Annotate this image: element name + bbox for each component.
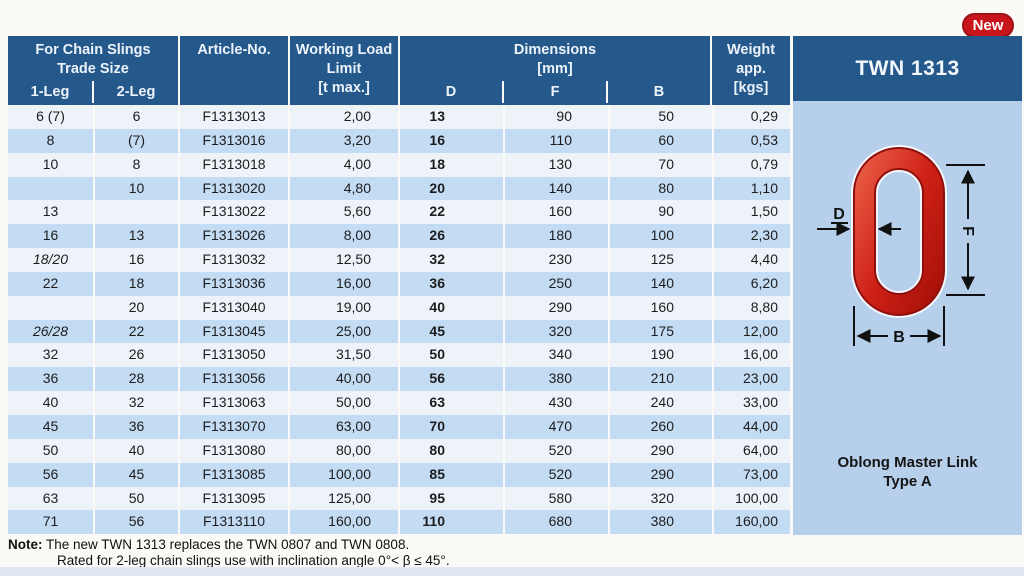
cell-leg2: 56	[95, 510, 178, 534]
cell-wll: 25,00	[290, 320, 398, 344]
cell-b: 60	[610, 129, 712, 153]
cell-leg2: 45	[95, 463, 178, 487]
cell-d: 22	[400, 200, 503, 224]
cell-weight: 12,00	[714, 320, 790, 344]
cell-leg1: 36	[8, 367, 93, 391]
header-wll-line3: [t max.]	[318, 80, 370, 96]
cell-leg2: 16	[95, 248, 178, 272]
header-wll-line2: Limit	[326, 61, 362, 77]
cell-b: 210	[610, 367, 712, 391]
cell-leg1: 13	[8, 200, 93, 224]
cell-d: 63	[400, 391, 503, 415]
table-row	[8, 105, 790, 129]
cell-f: 520	[505, 439, 608, 463]
page-edge-strip	[0, 567, 1024, 576]
cell-leg1	[8, 296, 93, 320]
cell-article: F1313022	[180, 200, 288, 224]
cell-leg2: 36	[95, 415, 178, 439]
header-article-no-label: Article-No.	[197, 42, 271, 58]
cell-wll: 2,00	[290, 105, 398, 129]
cell-f: 250	[505, 272, 608, 296]
table-row	[8, 391, 790, 415]
cell-article: F1313095	[180, 487, 288, 511]
header-weight-line2: app.	[736, 61, 766, 77]
cell-wll: 5,60	[290, 200, 398, 224]
header-dim-d: D	[445, 84, 457, 100]
cell-wll: 125,00	[290, 487, 398, 511]
cell-d: 36	[400, 272, 503, 296]
cell-d: 110	[400, 510, 503, 534]
cell-wll: 100,00	[290, 463, 398, 487]
cell-article: F1313020	[180, 177, 288, 201]
cell-leg1: 8	[8, 129, 93, 153]
note-label: Note:	[8, 537, 43, 552]
cell-wll: 16,00	[290, 272, 398, 296]
header-leg1: 1-Leg	[30, 84, 70, 100]
cell-wll: 160,00	[290, 510, 398, 534]
cell-weight: 0,29	[714, 105, 790, 129]
cell-leg1: 71	[8, 510, 93, 534]
cell-weight: 0,79	[714, 153, 790, 177]
cell-leg2: 10	[95, 177, 178, 201]
cell-article: F1313032	[180, 248, 288, 272]
product-caption	[793, 453, 1022, 491]
cell-f: 110	[505, 129, 608, 153]
cell-weight: 23,00	[714, 367, 790, 391]
cell-d: 56	[400, 367, 503, 391]
cell-b: 240	[610, 391, 712, 415]
table-row	[8, 153, 790, 177]
cell-weight: 73,00	[714, 463, 790, 487]
cell-weight: 160,00	[714, 510, 790, 534]
dimension-b-label: B	[893, 329, 905, 346]
cell-wll: 63,00	[290, 415, 398, 439]
cell-b: 175	[610, 320, 712, 344]
product-panel-body	[793, 101, 1022, 535]
table-header	[8, 36, 790, 105]
cell-weight: 2,30	[714, 224, 790, 248]
master-link-diagram-image	[793, 126, 1022, 386]
cell-f: 520	[505, 463, 608, 487]
product-caption-line2: Type A	[883, 473, 932, 490]
cell-leg2: 26	[95, 343, 178, 367]
cell-b: 190	[610, 343, 712, 367]
table-row	[8, 296, 790, 320]
cell-wll: 8,00	[290, 224, 398, 248]
cell-weight: 8,80	[714, 296, 790, 320]
table-row	[8, 343, 790, 367]
cell-wll: 80,00	[290, 439, 398, 463]
cell-article: F1313040	[180, 296, 288, 320]
cell-d: 95	[400, 487, 503, 511]
cell-leg2: 18	[95, 272, 178, 296]
header-chain-slings-line1: For Chain Slings	[35, 42, 151, 58]
cell-leg2: 6	[95, 105, 178, 129]
cell-weight: 100,00	[714, 487, 790, 511]
cell-b: 320	[610, 487, 712, 511]
cell-leg1: 18/20	[8, 248, 93, 272]
table-row	[8, 272, 790, 296]
cell-b: 100	[610, 224, 712, 248]
cell-leg2: 50	[95, 487, 178, 511]
table-row	[8, 320, 790, 344]
cell-leg2: 32	[95, 391, 178, 415]
cell-article: F1313050	[180, 343, 288, 367]
cell-b: 80	[610, 177, 712, 201]
cell-d: 20	[400, 177, 503, 201]
cell-article: F1313026	[180, 224, 288, 248]
cell-leg1	[8, 177, 93, 201]
cell-f: 470	[505, 415, 608, 439]
cell-d: 80	[400, 439, 503, 463]
cell-weight: 6,20	[714, 272, 790, 296]
cell-leg2: (7)	[95, 129, 178, 153]
cell-f: 580	[505, 487, 608, 511]
cell-b: 160	[610, 296, 712, 320]
cell-wll: 50,00	[290, 391, 398, 415]
cell-f: 340	[505, 343, 608, 367]
product-panel	[793, 36, 1022, 535]
cell-leg1: 16	[8, 224, 93, 248]
header-dim-b: B	[653, 84, 665, 100]
cell-d: 18	[400, 153, 503, 177]
cell-wll: 31,50	[290, 343, 398, 367]
cell-f: 430	[505, 391, 608, 415]
cell-leg2: 28	[95, 367, 178, 391]
cell-article: F1313070	[180, 415, 288, 439]
table-row	[8, 367, 790, 391]
cell-article: F1313018	[180, 153, 288, 177]
cell-leg2: 13	[95, 224, 178, 248]
cell-wll: 3,20	[290, 129, 398, 153]
note	[8, 537, 450, 568]
cell-d: 85	[400, 463, 503, 487]
dimension-f	[946, 165, 985, 295]
oblong-link-shape	[865, 159, 934, 305]
cell-leg1: 50	[8, 439, 93, 463]
cell-leg1: 26/28	[8, 320, 93, 344]
cell-weight: 33,00	[714, 391, 790, 415]
cell-leg1: 63	[8, 487, 93, 511]
table-row	[8, 177, 790, 201]
cell-weight: 1,50	[714, 200, 790, 224]
cell-leg1: 45	[8, 415, 93, 439]
cell-b: 140	[610, 272, 712, 296]
cell-d: 16	[400, 129, 503, 153]
new-badge	[962, 13, 1014, 38]
dimension-d-label: D	[833, 206, 845, 223]
cell-d: 45	[400, 320, 503, 344]
cell-f: 130	[505, 153, 608, 177]
cell-weight: 0,53	[714, 129, 790, 153]
header-chain-slings	[8, 36, 178, 105]
cell-leg1: 10	[8, 153, 93, 177]
table-row	[8, 129, 790, 153]
cell-f: 230	[505, 248, 608, 272]
table-row	[8, 224, 790, 248]
cell-article: F1313036	[180, 272, 288, 296]
note-line2: Rated for 2-leg chain slings use with inclination angle 0°< β ≤ 45°.	[57, 552, 450, 568]
cell-b: 290	[610, 439, 712, 463]
cell-wll: 4,80	[290, 177, 398, 201]
cell-b: 260	[610, 415, 712, 439]
header-weight	[712, 36, 790, 105]
cell-leg2	[95, 200, 178, 224]
cell-f: 290	[505, 296, 608, 320]
cell-leg2: 20	[95, 296, 178, 320]
cell-weight: 16,00	[714, 343, 790, 367]
cell-f: 380	[505, 367, 608, 391]
header-chain-slings-line2: Trade Size	[57, 61, 129, 77]
cell-leg1: 22	[8, 272, 93, 296]
header-dimensions-line1: Dimensions	[513, 42, 597, 58]
cell-article: F1313016	[180, 129, 288, 153]
cell-article: F1313063	[180, 391, 288, 415]
cell-d: 70	[400, 415, 503, 439]
cell-d: 32	[400, 248, 503, 272]
cell-f: 680	[505, 510, 608, 534]
cell-leg2: 40	[95, 439, 178, 463]
cell-b: 90	[610, 200, 712, 224]
table-row	[8, 510, 790, 534]
table-row	[8, 463, 790, 487]
cell-weight: 64,00	[714, 439, 790, 463]
cell-f: 320	[505, 320, 608, 344]
cell-weight: 44,00	[714, 415, 790, 439]
cell-wll: 4,00	[290, 153, 398, 177]
cell-leg2: 22	[95, 320, 178, 344]
header-leg2: 2-Leg	[116, 84, 156, 100]
cell-d: 50	[400, 343, 503, 367]
note-line1	[8, 537, 450, 553]
cell-wll: 19,00	[290, 296, 398, 320]
cell-b: 290	[610, 463, 712, 487]
cell-leg1: 6 (7)	[8, 105, 93, 129]
cell-f: 160	[505, 200, 608, 224]
cell-leg1: 56	[8, 463, 93, 487]
cell-d: 40	[400, 296, 503, 320]
cell-b: 380	[610, 510, 712, 534]
cell-d: 13	[400, 105, 503, 129]
dimension-f-label: F	[959, 226, 976, 236]
header-dimensions-line2: [mm]	[537, 61, 573, 77]
table-body	[8, 105, 790, 534]
cell-d: 26	[400, 224, 503, 248]
cell-leg2: 8	[95, 153, 178, 177]
cell-article: F1313080	[180, 439, 288, 463]
cell-b: 70	[610, 153, 712, 177]
header-weight-line3: [kgs]	[733, 80, 769, 96]
table-row	[8, 248, 790, 272]
note-line1-text: The new TWN 1313 replaces the TWN 0807 and TWN 0808.	[46, 537, 410, 552]
cell-wll: 40,00	[290, 367, 398, 391]
cell-wll: 12,50	[290, 248, 398, 272]
table-row	[8, 200, 790, 224]
cell-article: F1313110	[180, 510, 288, 534]
header-working-load-limit	[290, 36, 398, 105]
cell-weight: 4,40	[714, 248, 790, 272]
new-badge-label: New	[972, 17, 1004, 34]
header-wll-line1: Working Load	[295, 42, 393, 58]
cell-article: F1313085	[180, 463, 288, 487]
cell-article: F1313013	[180, 105, 288, 129]
table-row	[8, 487, 790, 511]
product-title: TWN 1313	[793, 36, 1022, 101]
cell-weight: 1,10	[714, 177, 790, 201]
cell-f: 140	[505, 177, 608, 201]
cell-article: F1313045	[180, 320, 288, 344]
header-dim-f: F	[550, 84, 560, 100]
cell-f: 180	[505, 224, 608, 248]
header-dimensions	[400, 36, 710, 105]
header-weight-line1: Weight	[726, 42, 776, 58]
cell-article: F1313056	[180, 367, 288, 391]
table-row	[8, 415, 790, 439]
cell-leg1: 32	[8, 343, 93, 367]
header-article-no	[180, 36, 288, 105]
cell-leg1: 40	[8, 391, 93, 415]
table-row	[8, 439, 790, 463]
cell-f: 90	[505, 105, 608, 129]
cell-b: 50	[610, 105, 712, 129]
product-caption-line1: Oblong Master Link	[837, 454, 978, 471]
cell-b: 125	[610, 248, 712, 272]
